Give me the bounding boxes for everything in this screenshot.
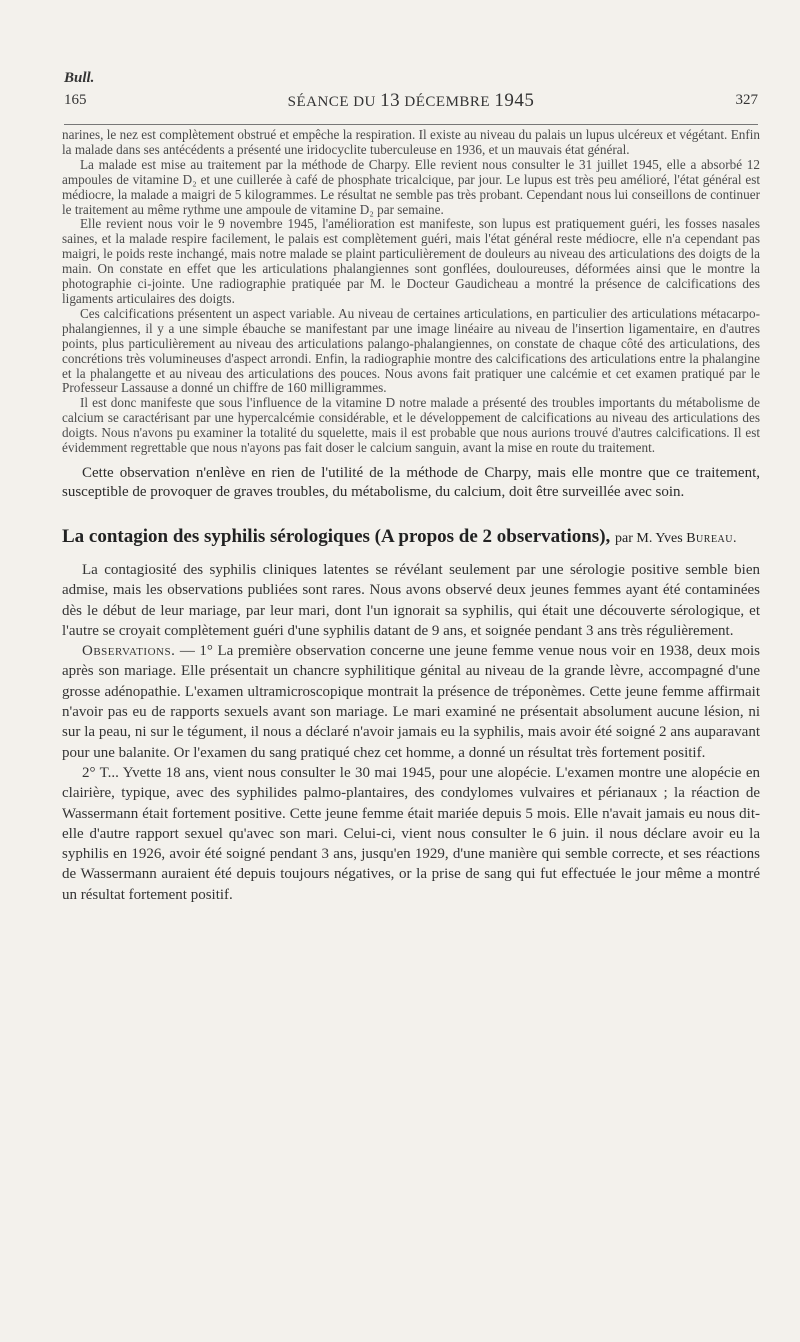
observation-2: 2° T... Yvette 18 ans, vient nous consulter le 30 mai 1945, pour une alopécie. L'examen montre une alopécie en clairière, typique, avec des syphilides palmo-plantaires, des condylomes vulvaires et périanaux ; la réaction de Wassermann était fortement positive. Cette jeune femme était mariée depuis 5 mois. Elle n'avait jamais eu nous dit-elle d'autre rapport sexuel qu'avec son mari. Celui-ci, vient nous consulter le 6 juin. il nous déclare avoir eu la syphilis en 1926, avoir été soigné pendant 3 ans, jusqu'en 1929, d'une manière qui semble correcte, et ses réactions de Wassermann auraient été depuis toujours négatives, or la prise de sang qui fut effectuée le jour même a montré un résultat fortement positif. (62, 764, 760, 903)
session-day: 13 (380, 90, 401, 111)
observations-label: Observations. (82, 643, 176, 660)
article-title-text: La contagion des syphilis sérologiques (A propos de 2 observations), (62, 525, 611, 547)
previous-article-paragraph-1: narines, le nez est complètement obstrué et empêche la respiration. Il existe au niveau du palais un lupus ulcéreux et végétant. Enfin la malade dans ses antécédents a présenté une iridocyclite tuberculeuse en 1936, et un mauvais état général. (62, 127, 760, 157)
volume-number: 165 (64, 92, 87, 108)
session-title (64, 90, 758, 112)
journal-abbreviation: Bull. (64, 70, 95, 86)
running-header (64, 90, 758, 114)
session-year: 1945 (494, 90, 535, 111)
header-rule (64, 124, 758, 125)
previous-article-paragraph-3: Elle revient nous voir le 9 novembre 1945, l'amélioration est manifeste, son lupus est pratiquement guéri, les fosses nasales saines, et la malade respire facilement, le palais est complètement guéri, mais l'état général reste médiocre, elle n'a cependant pas maigri, le poids reste inchangé, mais notre malade se plaint particulièrement de douleurs au niveau des articulations des doigts de la main. On constate en effet que les articulations phalangiennes sont gonflées, douloureuses, déformées ainsi que le montre la photographie ci-jointe. Une radiographie pratiquée par M. le Docteur Gaudicheau a montré la présence de calcifications des ligaments articulaires des doigts. (62, 216, 760, 306)
article-title (62, 526, 760, 550)
author-prefix: par M. Yves (615, 530, 687, 546)
article-intro: La contagiosité des syphilis cliniques latentes se révélant seulement par une sérologie positive semble bien admise, mais les observations publiées sont rares. Nous avons observé deux jeunes femmes ayant été contaminées dès le début de leur mariage, par leur mari, dont l'un ignorait sa syphilis, qui était une découverte sérologique, et l'autre se croyait complètement guéri d'une syphilis datant de 9 ans, et soignée pendant 3 ans très régulièrement. (62, 561, 760, 639)
session-prefix: SÉANCE DU (287, 94, 381, 110)
article-author (615, 531, 737, 546)
previous-article-paragraph-2: La malade est mise au traitement par la méthode de Charpy. Elle revient nous consulter le 31 juillet 1945, elle a absorbé 12 ampoules de vitamine D₂ et une cuillerée à café de phosphate tricalcique, par jour. Le lupus est très peu amélioré, l'état général est médiocre, la malade a maigri de 5 kilogrammes. Le résultat ne semble pas très probant. Cependant nous lui conseillons de continuer le traitement au même rythme une ampoule de vitamine D₂ par semaine. (62, 156, 760, 217)
previous-article-paragraph-5: Il est donc manifeste que sous l'influence de la vitamine D notre malade a présenté des troubles importants du métabolisme de calcium se caractérisant par une hypercalcémie considérable, et le développement de calcifications au niveau des articulations des doigts. Nous n'avons pu examiner la totalité du squelette, mais il est probable que nous aurions trouvé d'autres calcifications. Il est évidemment regrettable que nous n'ayons pas fait doser le calcium sanguin, avant la mise en route du traitement. (62, 395, 760, 456)
session-month: DÉCEMBRE (400, 94, 495, 110)
previous-article-paragraph-4: Ces calcifications présentent un aspect variable. Au niveau de certaines articulations, en particulier des articulations métacarpo-phalangiennes, il y a une simple ébauche se manifestant par une image linéaire au niveau de l'insertion ligamentaire, en d'autres points, plus particulièrement au niveau des articulations palango-phalangiennes, on constate de chaque côté des articulations, des concrétions très volumineuses d'aspect arrondi. Enfin, la radiographie montre des calcifications des articulations entre la phalangine et la phalangette et au niveau des articulations des pouces. Nous avons fait pratiquer une calcémie et cet examen pratiqué par le Professeur Lassause a donné un chiffre de 160 milligrammes. (62, 305, 760, 396)
author-surname: Bureau. (686, 530, 737, 546)
page-body (62, 128, 760, 905)
observation-1 (62, 641, 760, 763)
previous-article-conclusion: Cette observation n'enlève en rien de l'utilité de la méthode de Charpy, mais elle montre que ce traitement, susceptible de provoquer de graves troubles, du métabolisme, du calcium, doit être surveillée avec soin. (62, 464, 760, 501)
observation-1-text: — 1° La première observation concerne une jeune femme venue nous voir en 1938, deux mois après son mariage. Elle présentait un chancre syphilitique génital au niveau de la grande lèvre, accompagné d'une grosse adénopathie. L'examen ultramicroscopique montrait la présence de tréponèmes. Cette jeune femme affirmait n'avoir pas eu de rapports sexuels avant son mariage. Le mari examiné ne présentait absolument aucune lésion, ni sur la peau, ni sur le tégument, il nous a déclaré n'avoir jamais eu la syphilis, mais avoir été soigné 2 ans auparavant pour une balanite. Or l'examen du sang pratiqué chez cet homme, a donné un résultat très fortement positif. (62, 643, 760, 761)
page-number: 327 (735, 92, 758, 108)
